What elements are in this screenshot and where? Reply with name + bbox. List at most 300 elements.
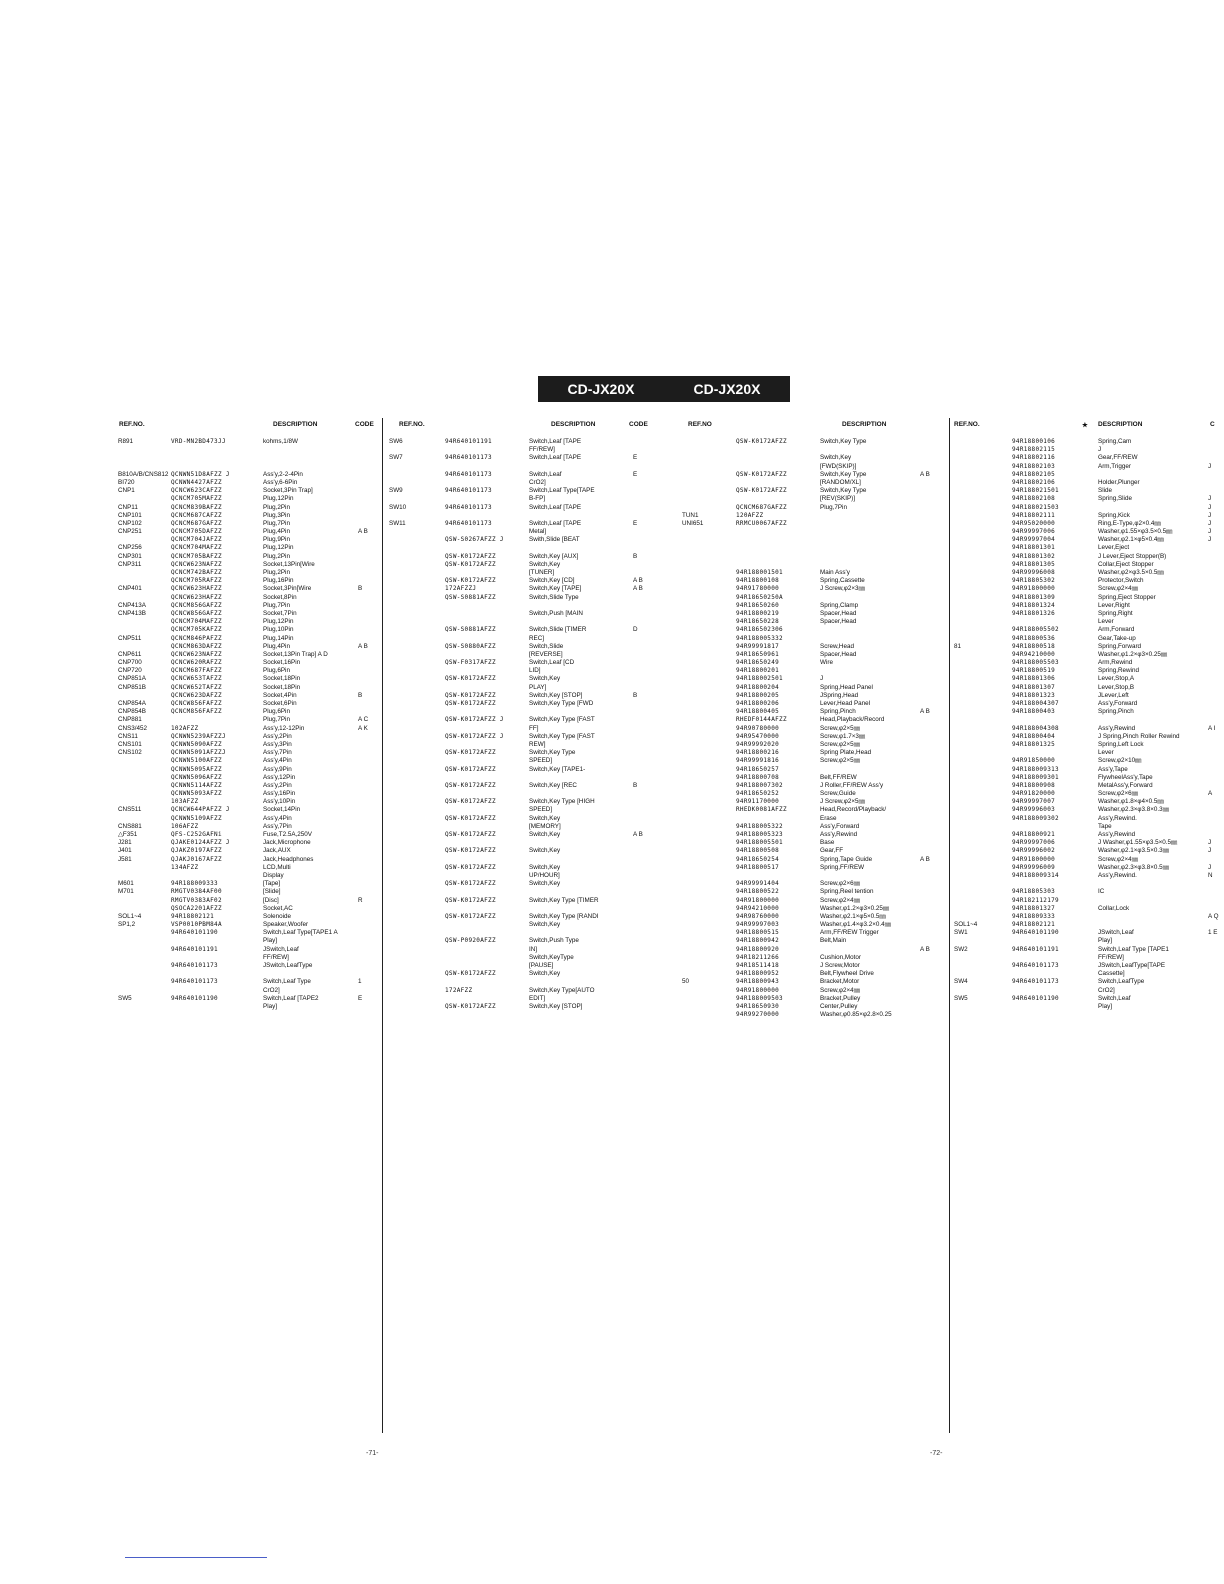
part-number: QCNCW652TAFZZ — [171, 683, 222, 691]
table-row — [113, 504, 380, 512]
description: Screw,φ2×5㎜ — [820, 757, 860, 765]
price-code: J — [1208, 462, 1212, 470]
description: Spring,Reel tention — [820, 888, 874, 896]
part-number: QSW-K0172AFZZ — [736, 438, 787, 445]
part-number: 94R91800000 — [736, 986, 780, 994]
description: Spring,Clamp — [820, 601, 859, 609]
description: Screw,φ1.7×3㎜ — [820, 732, 866, 740]
description: Ass'y,Tape — [1098, 765, 1128, 773]
description: Switch,Key Type [FWD — [529, 700, 594, 707]
ref-no: CNP251 — [118, 528, 142, 536]
header-code: CODE — [629, 421, 648, 428]
description: Switch,Leaf Type — [263, 978, 311, 986]
table-row — [950, 684, 1223, 692]
description: Switch,Key — [529, 921, 561, 929]
table-row — [674, 798, 946, 806]
description: Fuse,T2.5A,250V — [263, 831, 313, 838]
part-number: 103AFZZ — [171, 798, 199, 806]
parts-column — [674, 418, 946, 1433]
table-row — [950, 446, 1223, 454]
description: Plug,7Pin — [820, 503, 847, 511]
description: Plug,4Pin — [263, 642, 290, 650]
ref-no: SW7 — [389, 454, 403, 462]
description: Solenoide — [263, 912, 292, 920]
description: Spring,Forward — [1098, 642, 1142, 650]
price-code: 1 — [358, 978, 362, 986]
table-row — [113, 880, 380, 888]
part-number: QCNCM687GAFZZ — [736, 503, 787, 511]
part-number: 94R18800942 — [736, 937, 780, 945]
model-label-right: CD-JX20X — [693, 381, 761, 397]
description: Switch,Key Type [RANDI — [529, 912, 599, 920]
description: Switch,Leaf — [529, 470, 562, 478]
description: Ass'y,Rewind — [820, 831, 858, 838]
table-row — [674, 643, 946, 651]
description: SPEED] — [529, 757, 553, 765]
header-desc: DESCRIPTION — [1098, 421, 1143, 428]
header-desc: DESCRIPTION — [551, 421, 596, 428]
table-row — [950, 553, 1223, 561]
description: J Screw,φ2×5㎜ — [820, 798, 865, 806]
table-row — [674, 651, 946, 659]
table-row — [674, 479, 946, 487]
part-number: QSW-K0172AFZZ — [445, 700, 496, 707]
ref-no: CNS3/452 — [118, 724, 148, 732]
price-code: E — [633, 519, 638, 527]
description: Screw,φ2×4㎜ — [1098, 855, 1138, 863]
table-row — [113, 610, 380, 618]
table-row — [674, 528, 946, 536]
table-row — [113, 790, 380, 798]
table-row — [950, 487, 1223, 495]
table-row — [950, 667, 1223, 675]
table-row — [113, 954, 380, 962]
table-row — [674, 831, 946, 839]
part-number: QCNWN5100AFZZ — [171, 757, 222, 765]
description: J Roller,FF/REW Ass'y — [820, 781, 884, 789]
table-row — [950, 610, 1223, 618]
description: Jack,Microphone — [263, 839, 311, 847]
table-row — [113, 643, 380, 651]
description: Switch,Key — [529, 675, 561, 683]
part-number: QSW-F0317AFZZ — [445, 659, 496, 667]
table-row — [113, 463, 380, 471]
part-number: 94R91800000 — [1012, 855, 1056, 863]
part-number: QCNWN5090AFZZ — [171, 740, 222, 748]
table-row — [950, 725, 1223, 733]
table-row — [674, 684, 946, 692]
description: Ass'y,3Pin — [263, 740, 292, 748]
description: Switch,Leaf Type[TAPE — [529, 487, 595, 495]
price-code: J — [1208, 536, 1212, 544]
part-number: QCNCW623HAFZZ — [171, 585, 222, 593]
part-number: 94R91800000 — [736, 896, 780, 904]
part-number: 94R188009503 — [736, 994, 783, 1002]
description: Arm,FF/REW Trigger — [820, 929, 879, 937]
ref-no: BI720 — [118, 478, 135, 486]
part-number: QSW-K0172AFZZ — [445, 847, 496, 855]
ref-no: SW5 — [118, 994, 132, 1002]
table-row — [113, 815, 380, 823]
ref-no: SW6 — [389, 438, 403, 445]
part-number: 94R188009302 — [1012, 814, 1059, 822]
table-row — [950, 774, 1223, 782]
description: Ass'y,Forward — [1098, 700, 1138, 707]
description: Switch,Push Type — [529, 937, 579, 945]
description: Spring,Pinch — [1098, 708, 1134, 716]
description: JSwitch,LeafType — [263, 962, 313, 969]
table-row — [950, 602, 1223, 610]
part-number: 94R18802108 — [1012, 495, 1056, 503]
description: Switch,Slide — [529, 642, 564, 650]
table-row — [674, 790, 946, 798]
table-row — [113, 651, 380, 659]
part-number: 94R91780000 — [736, 585, 780, 593]
description: Ass'y,7Pin — [263, 822, 292, 830]
table-row — [674, 987, 946, 995]
description: Washer,φ1.55×φ3.5×0.5㎜ — [1098, 528, 1173, 536]
part-number: 172AFZZ — [445, 986, 473, 994]
description: Ass'y,2-2-4Pin — [263, 470, 303, 478]
description: Center,Pulley — [820, 1002, 858, 1010]
description: Tape — [1098, 822, 1112, 830]
table-row — [113, 512, 380, 520]
description: Switch,Key Type[AUTO — [529, 986, 595, 994]
part-number: QSW-S0881AFZZ — [445, 593, 496, 601]
description: Ass'y,10Pin — [263, 798, 296, 806]
ref-no: J281 — [118, 839, 132, 847]
table-row — [113, 438, 380, 446]
part-number: QSW-K0172AFZZ — [445, 880, 496, 888]
description: Plug,7Pin — [263, 519, 290, 527]
description: [MEMORY] — [529, 822, 561, 830]
part-number: 94R18800518 — [1012, 642, 1056, 650]
table-row — [113, 905, 380, 913]
table-row — [950, 847, 1223, 855]
description: Ring,E-Type,φ2×0.4㎜ — [1098, 519, 1161, 527]
description: Lever,Eject — [1098, 544, 1130, 552]
part-number: 94R18801327 — [1012, 904, 1056, 912]
price-code: J — [1208, 503, 1212, 511]
description: MetalAss'y,Forward — [1098, 781, 1153, 789]
table-row — [950, 839, 1223, 847]
table-row — [950, 692, 1223, 700]
description: Play] — [263, 1002, 277, 1010]
part-number: VSP0010PBM84A — [171, 921, 222, 929]
price-code: B — [633, 552, 638, 560]
description: Washer,φ1.4×φ3.2×0.4㎜ — [820, 921, 891, 929]
table-row — [674, 921, 946, 929]
part-number: 94R18650254 — [736, 855, 780, 863]
part-number: 94R99996002 — [1012, 847, 1056, 855]
price-code: E — [633, 454, 638, 462]
part-number: 94R640101173 — [445, 519, 492, 527]
table-row — [950, 888, 1223, 896]
ref-no: CNP301 — [118, 552, 142, 560]
part-number: 94R188005501 — [736, 839, 783, 847]
table-row — [674, 905, 946, 913]
table-row — [674, 757, 946, 765]
description: Spacer,Head — [820, 650, 857, 658]
part-number: 94R18802111 — [1012, 511, 1056, 519]
table-row — [674, 659, 946, 667]
header-desc: DESCRIPTION — [842, 421, 887, 428]
table-row — [674, 626, 946, 634]
part-number: 94R18805303 — [1012, 888, 1056, 896]
table-row — [113, 675, 380, 683]
description: Switch,Key — [529, 863, 561, 871]
ref-no: M701 — [118, 888, 134, 896]
price-code: J — [1208, 863, 1212, 871]
part-number: 94R188005502 — [1012, 626, 1059, 634]
table-row — [113, 798, 380, 806]
ref-no: SW1 — [954, 929, 968, 937]
part-number: QCNCW856GAFZZ — [171, 609, 222, 617]
description: IN] — [529, 945, 538, 953]
price-code: A I — [1208, 724, 1216, 732]
part-number: QCNCM687FAFZZ — [171, 667, 222, 675]
description: Switch,Key [STOP] — [529, 1002, 583, 1010]
table-row — [674, 700, 946, 708]
column-header — [113, 418, 380, 432]
description: Ass'y,Rewind — [1098, 724, 1136, 732]
part-number: 94R18801302 — [1012, 552, 1056, 560]
part-number: 94R640101190 — [1012, 929, 1059, 937]
footer-link-underline[interactable] — [125, 1557, 267, 1558]
ref-no: SP1,2 — [118, 921, 136, 929]
price-code: N — [1208, 871, 1213, 879]
part-number: 94R99992020 — [736, 740, 780, 748]
part-number: 94R640101191 — [171, 945, 218, 953]
description: Switch,Key Type — [529, 749, 576, 757]
table-row — [950, 520, 1223, 528]
part-number: 94R18800405 — [736, 708, 780, 716]
table-row — [113, 700, 380, 708]
description: Play] — [1098, 937, 1112, 945]
table-row — [950, 782, 1223, 790]
ref-no: CNS101 — [118, 740, 142, 748]
description: Washer,φ2.1×φ5×0.4㎜ — [1098, 536, 1164, 544]
table-row — [674, 978, 946, 986]
description: REC] — [529, 634, 545, 642]
part-number: QCNCW623DAFZZ — [171, 691, 222, 699]
description: Holder,Plunger — [1098, 478, 1140, 486]
description: Washer,φ2.1×φ3.5×0.3㎜ — [1098, 847, 1169, 855]
description: J — [820, 675, 824, 683]
table-row — [113, 839, 380, 847]
table-row — [674, 463, 946, 471]
part-number: 94R18801309 — [1012, 593, 1056, 601]
ref-no: CNP101 — [118, 511, 142, 519]
price-code: B — [633, 691, 638, 699]
description: Switch,LeafType — [1098, 978, 1145, 986]
description: Head,Record/Playback/ — [820, 806, 887, 814]
description: Lever,Stop,A — [1098, 675, 1135, 683]
description: Switch,Leaf [TAPE — [529, 438, 582, 445]
description: Socket,18Pin — [263, 683, 301, 691]
description: Gear,FF — [820, 847, 844, 855]
description: JSwitch,LeafType[TAPE — [1098, 962, 1166, 969]
price-code: A Q — [1208, 912, 1219, 920]
description: J — [1098, 446, 1102, 454]
ref-no: CNP11 — [118, 503, 138, 511]
description: Washer,φ2.1×φ5×0.5㎜ — [820, 912, 886, 920]
table-row — [113, 995, 380, 1003]
part-number: 120AFZZ — [736, 511, 764, 519]
ref-no: CNP102 — [118, 519, 142, 527]
part-number: 94R18801323 — [1012, 691, 1056, 699]
header-ref: REF.NO. — [399, 421, 425, 428]
table-row — [113, 479, 380, 487]
description: SPEED] — [529, 806, 553, 814]
part-number: 94R640101173 — [171, 962, 218, 969]
ref-no: B810A/B/CNS812 — [118, 470, 169, 478]
table-row — [950, 757, 1223, 765]
part-number: QSW-K0172AFZZ — [445, 749, 496, 757]
table-row — [113, 929, 380, 937]
table-row — [113, 897, 380, 905]
part-number: 94R18802105 — [1012, 470, 1056, 478]
part-number: QSW-K0172AFZZ — [445, 552, 496, 560]
table-row — [674, 1003, 946, 1011]
part-number: 94R91850000 — [1012, 757, 1056, 765]
description: Switch,Key — [529, 560, 561, 568]
table-row — [113, 577, 380, 585]
ref-no: SW9 — [389, 487, 403, 495]
part-number: QFS-C252GAFNi — [171, 831, 222, 838]
table-row — [113, 937, 380, 945]
description: Washer,φ1.2×φ3×0.25㎜ — [1098, 650, 1168, 658]
description: Bracket,Pulley — [820, 994, 861, 1002]
part-number: 94R18800920 — [736, 945, 780, 953]
table-row — [674, 667, 946, 675]
description: Ass'y,16Pin — [263, 790, 296, 798]
part-number: 94R18805302 — [1012, 577, 1056, 585]
description: LCD,Multi — [263, 863, 291, 871]
part-number: 94R18650930 — [736, 1002, 780, 1010]
description: [TUNER] — [529, 569, 555, 576]
description: Arm,Rewind — [1098, 659, 1133, 667]
part-number: 94R18802115 — [1012, 446, 1056, 454]
part-number: 94R18800515 — [736, 929, 780, 937]
part-number: 94R95020000 — [1012, 519, 1056, 527]
description: Socket,AC — [263, 904, 293, 912]
description: Screw,φ2×10㎜ — [1098, 757, 1142, 765]
ref-no: TUN1 — [682, 511, 699, 519]
description: Plug,12Pin — [263, 544, 294, 552]
description: Screw,φ2×6㎜ — [820, 880, 860, 888]
part-number: 94R18800921 — [1012, 831, 1056, 838]
table-row — [950, 512, 1223, 520]
price-code: J — [1208, 519, 1212, 527]
table-row — [674, 815, 946, 823]
ref-no: SOL1~4 — [118, 912, 142, 920]
part-number: 94R18800205 — [736, 691, 780, 699]
price-code: R — [358, 896, 363, 904]
table-row — [950, 766, 1223, 774]
part-number: QSW-K0172AFZZ — [445, 896, 496, 904]
table-row — [113, 446, 380, 454]
part-number: 94R188001501 — [736, 569, 783, 576]
table-row — [674, 618, 946, 626]
ref-no: CNS881 — [118, 822, 142, 830]
table-row — [950, 708, 1223, 716]
description: Switch,Key Type [HIGH — [529, 798, 595, 806]
table-row — [950, 577, 1223, 585]
table-row — [113, 741, 380, 749]
table-row — [674, 888, 946, 896]
description: Ass'y,Rewind. — [1098, 871, 1137, 879]
description: Jack,Headphones — [263, 855, 314, 863]
description: Ass'y,2Pin — [263, 781, 292, 789]
table-row — [950, 790, 1223, 798]
description: FF/REW] — [263, 953, 289, 961]
description: Plug,12Pin — [263, 618, 294, 626]
description: J Washer,φ1.55×φ3.5×0.5㎜ — [1098, 839, 1178, 847]
table-row — [674, 774, 946, 782]
table-row — [674, 864, 946, 872]
table-row — [950, 856, 1223, 864]
table-row — [950, 897, 1223, 905]
parts-column — [113, 418, 380, 1433]
description: JSpring,Head — [820, 691, 859, 699]
description: Plug,2Pin — [263, 503, 290, 511]
table-row — [674, 454, 946, 462]
part-number: 94R18801305 — [1012, 560, 1056, 568]
price-code: 1 E — [1208, 929, 1218, 937]
description: Switch,Key — [529, 970, 561, 978]
part-number: QCNCM705BAFZZ — [171, 552, 222, 560]
part-number: QCNCM704JAFZZ — [171, 536, 222, 544]
description: Ass'y,2Pin — [263, 732, 292, 740]
part-number: 94R188009301 — [1012, 773, 1059, 781]
description: Spring,Right — [1098, 609, 1133, 617]
description: EDIT] — [529, 994, 546, 1002]
table-row — [674, 504, 946, 512]
description: Spring Plate,Head — [820, 749, 872, 757]
description: Bracket,Motor — [820, 978, 860, 986]
part-number: 94R188005322 — [736, 822, 783, 830]
description: Spacer,Head — [820, 609, 857, 617]
description: Ass'y,Forward — [820, 822, 860, 830]
description: Screw,Guide — [820, 790, 856, 798]
part-number: QCNCM863DAFZZ — [171, 642, 222, 650]
table-row — [950, 872, 1223, 880]
header-star: ★ — [1082, 422, 1088, 429]
description: Plug,6Pin — [263, 667, 290, 675]
description: Plug,4Pin — [263, 528, 290, 536]
ref-no: CNP413A — [118, 601, 147, 609]
description: J Spring,Pinch Roller Rewind — [1098, 732, 1180, 740]
part-number: 94R99997006 — [1012, 528, 1056, 536]
part-number: QSOCA2201AFZZ — [171, 904, 222, 912]
price-code: J — [1208, 528, 1212, 536]
table-row — [950, 536, 1223, 544]
table-row — [950, 544, 1223, 552]
table-row — [113, 635, 380, 643]
part-number: RRMCU0067AFZZ — [736, 519, 787, 527]
description: Metal] — [529, 528, 547, 536]
description: Plug,6Pin — [263, 708, 290, 716]
description: Socket,7Pin — [263, 609, 297, 617]
part-number: 94R18650249 — [736, 659, 780, 667]
part-number: 94R640101190 — [171, 929, 218, 937]
price-code: A B — [358, 528, 368, 536]
ref-no: △F351 — [118, 831, 138, 838]
price-code: D — [633, 626, 638, 634]
price-code: E — [358, 994, 363, 1002]
part-number: QCNCM856GAFZZ — [171, 601, 222, 609]
